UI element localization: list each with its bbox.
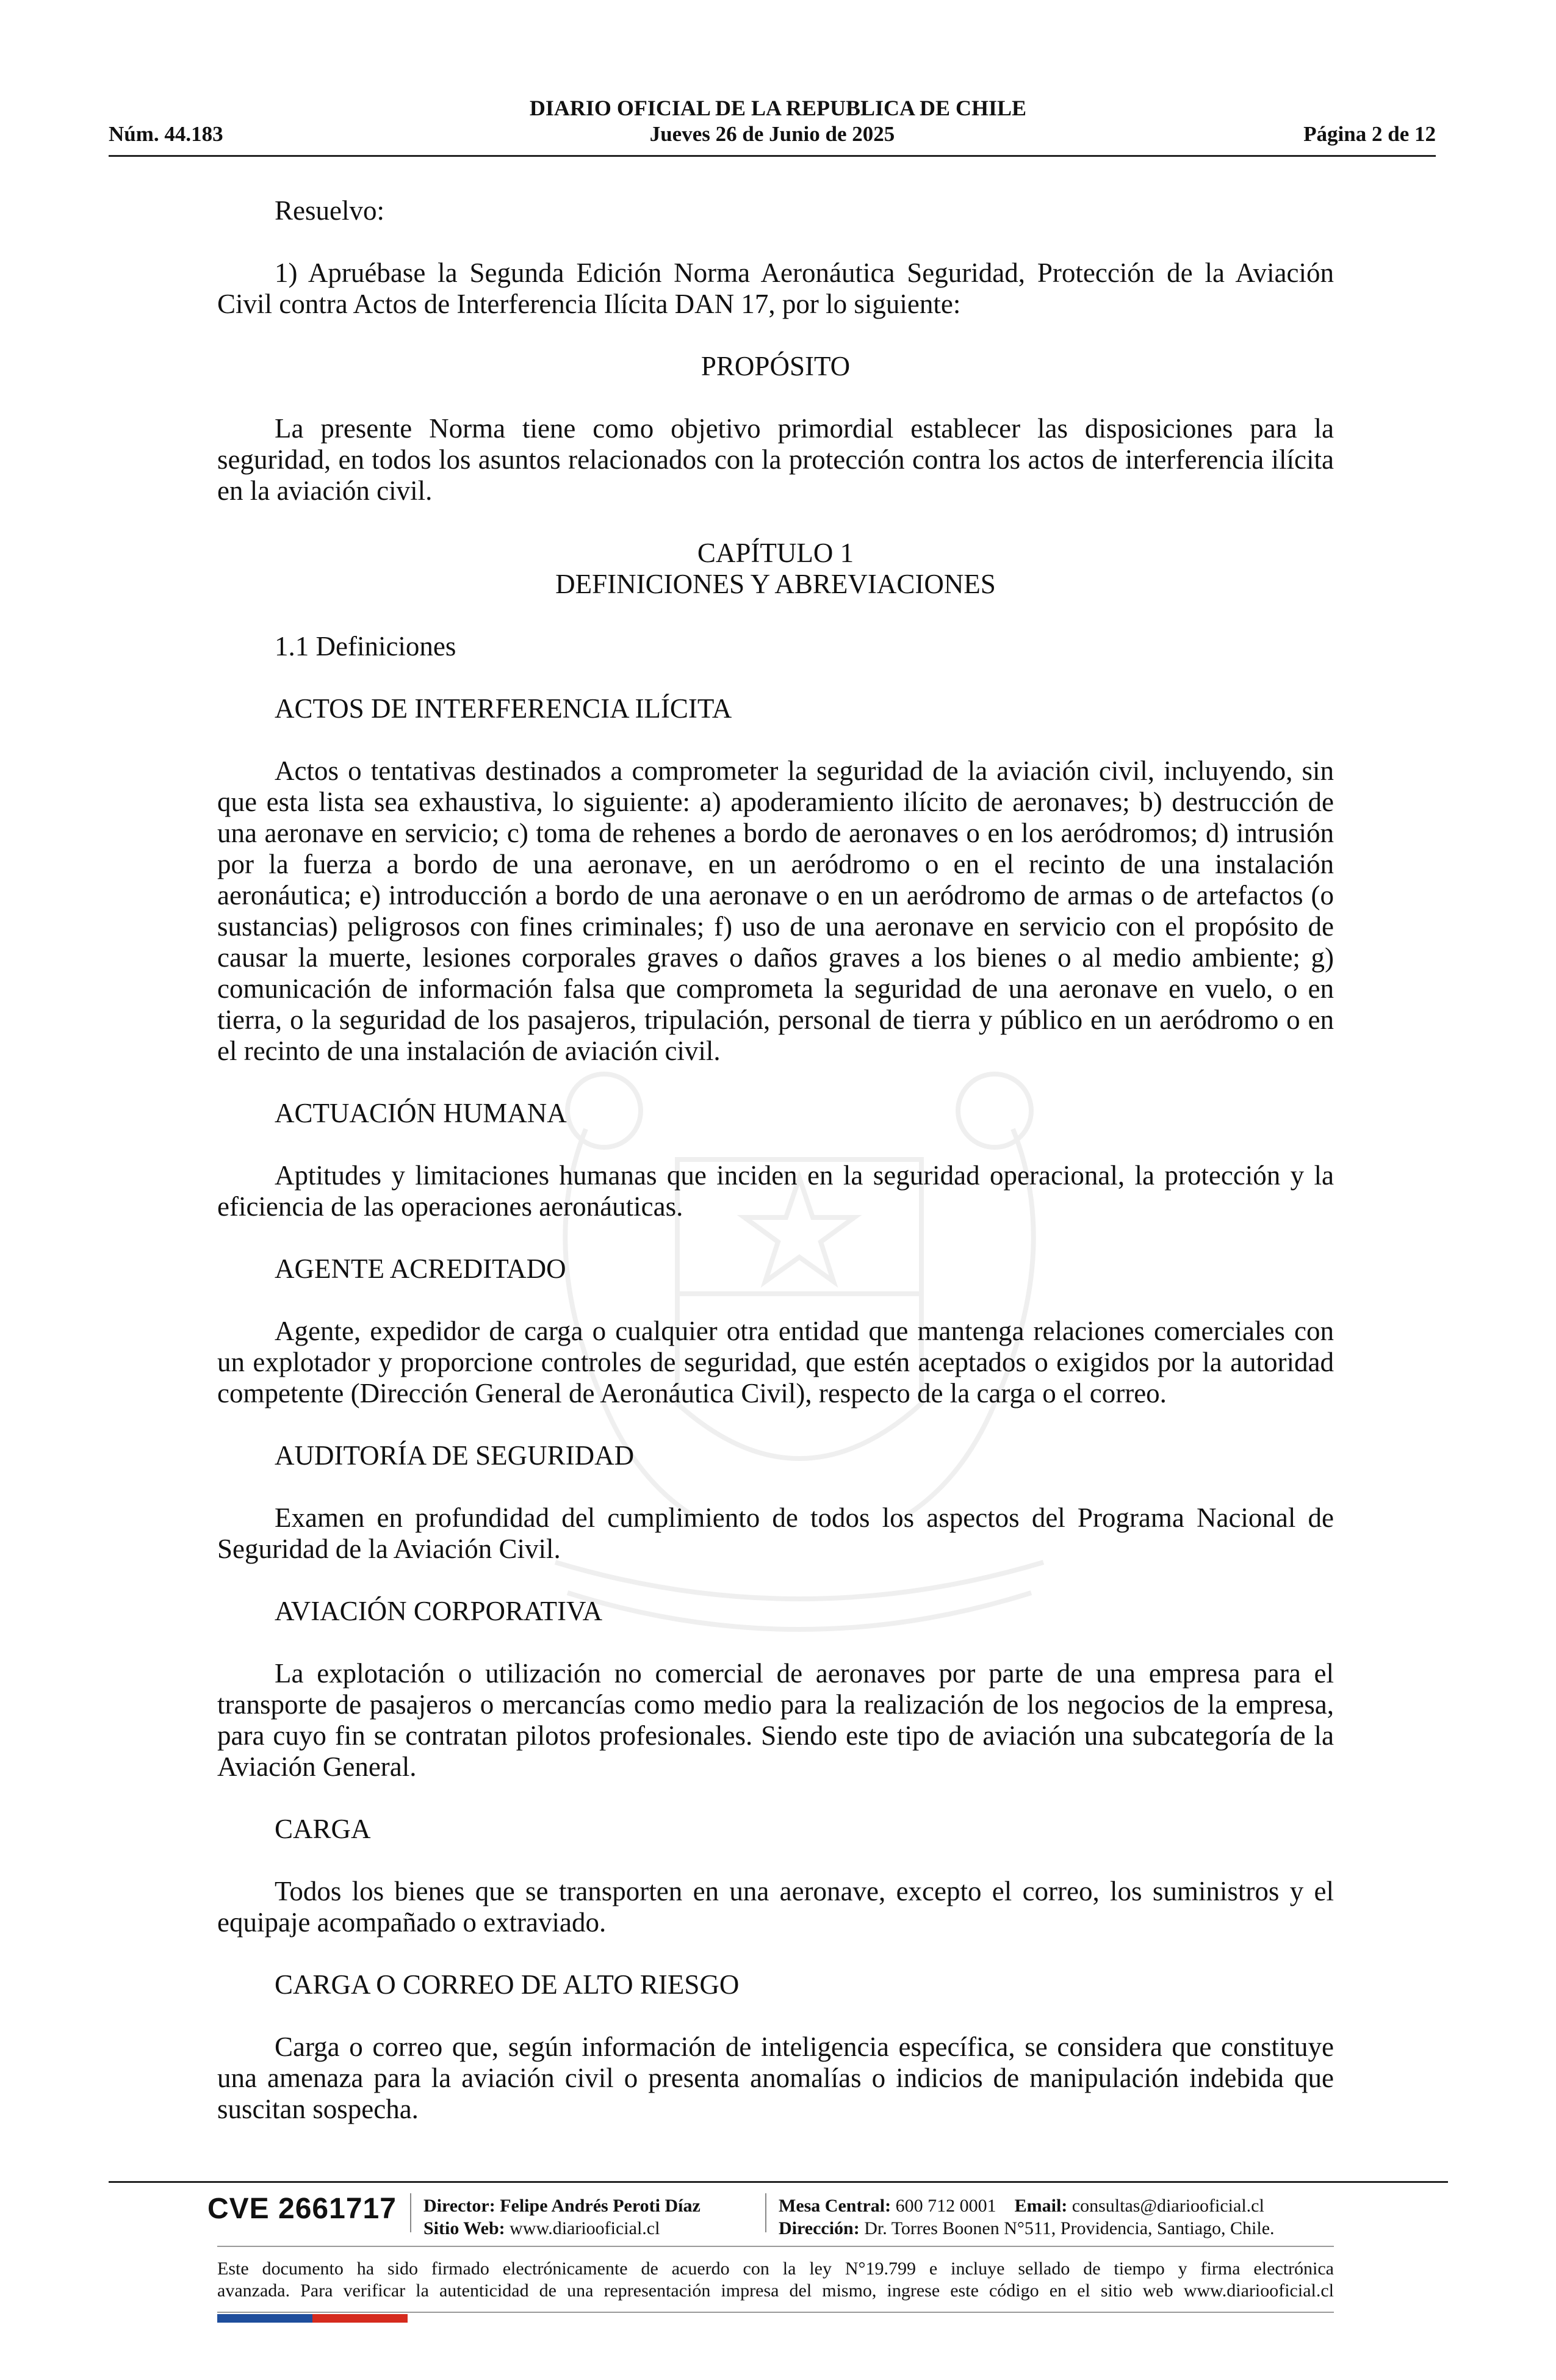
- page-indicator: Página 2 de 12: [1303, 122, 1436, 146]
- definition-text: Agente, expedidor de carga o cualquier otra entidad que mantenga relaciones comerciales con un explotador y proporcione controles de seguridad, que estén aceptados o exigidos por la autoridad competente (Dirección General de Aeronáutica Civil), respecto de la carga o el correo.: [217, 1316, 1334, 1408]
- header-divider: [109, 155, 1436, 157]
- phone-label: Mesa Central:: [779, 2196, 891, 2216]
- definition-term: AGENTE ACREDITADO: [275, 1253, 566, 1284]
- resuelvo-label: Resuelvo:: [275, 195, 384, 226]
- flag-stripe: [217, 2314, 408, 2323]
- director-name: Felipe Andrés Peroti Díaz: [500, 2196, 701, 2216]
- definition-text: Aptitudes y limitaciones humanas que inciden en la seguridad operacional, la protección y la eficiencia de las operaciones aeronáuticas.: [217, 1160, 1334, 1222]
- footer-divider-top: [109, 2181, 1448, 2183]
- document-body: [217, 195, 1334, 2125]
- chapter-subheading: DEFINICIONES Y ABREVIACIONES: [555, 569, 996, 599]
- footer-separator: [765, 2193, 766, 2232]
- definition-text: La explotación o utilización no comercial de aeronaves por parte de una empresa para el transporte de pasajeros o mercancías como medio para la realización de los negocios de la empresa, para cuyo fin se contratan pilotos profesionales. Siendo este tipo de aviación una subcategoría de la Aviación General.: [217, 1658, 1334, 1782]
- footer-director-block: [423, 2194, 701, 2240]
- footer-contact-block: [779, 2194, 1275, 2240]
- phone-value: 600 712 0001: [895, 2196, 996, 2216]
- flag-stripe-red: [312, 2314, 408, 2323]
- definition-term: AVIACIÓN CORPORATIVA: [275, 1596, 603, 1626]
- email-link[interactable]: consultas@diariooficial.cl: [1072, 2196, 1264, 2216]
- footer-divider-middle: [217, 2246, 1334, 2247]
- purpose-paragraph: La presente Norma tiene como objetivo primordial establecer las disposiciones para la seguridad, en todos los asuntos relacionados con la protección contra los actos de interferencia ilícita en la aviación civil.: [217, 413, 1334, 506]
- cve-code: CVE 2661717: [207, 2193, 397, 2225]
- legal-notice-line: avanzada. Para verificar la autenticidad de una representación impresa del mismo, ingrese este código en el sitio web www.diariooficial.cl: [217, 2281, 1334, 2301]
- definition-term: CARGA: [275, 1814, 371, 1844]
- flag-stripe-blue: [217, 2314, 312, 2323]
- definition-term: AUDITORÍA DE SEGURIDAD: [275, 1440, 635, 1471]
- purpose-heading: PROPÓSITO: [701, 351, 851, 381]
- section-heading: 1.1 Definiciones: [275, 631, 456, 662]
- definition-text: Examen en profundidad del cumplimiento de todos los aspectos del Programa Nacional de Seguridad de la Aviación Civil.: [217, 1502, 1334, 1564]
- definition-text: Carga o correo que, según información de inteligencia específica, se considera que constituye una amenaza para la aviación civil o presenta anomalías o indicios de manipulación indebida que suscitan sospecha.: [217, 2032, 1334, 2124]
- chapter-heading: CAPÍTULO 1: [697, 538, 854, 568]
- legal-notice-line: Este documento ha sido firmado electrónicamente de acuerdo con la ley N°19.799 e incluye sellado de tiempo y firma electrónica: [217, 2259, 1334, 2279]
- website-label: Sitio Web:: [423, 2218, 505, 2238]
- footer-separator: [410, 2193, 411, 2232]
- email-label: Email:: [1014, 2196, 1068, 2216]
- website-link[interactable]: www.diariooficial.cl: [510, 2218, 660, 2238]
- header-row: [109, 122, 1436, 149]
- issue-number: Núm. 44.183: [109, 122, 223, 146]
- definition-term: ACTOS DE INTERFERENCIA ILÍCITA: [275, 693, 732, 724]
- definition-term: CARGA O CORREO DE ALTO RIESGO: [275, 1969, 740, 2000]
- issue-date: Jueves 26 de Junio de 2025: [649, 122, 895, 146]
- address-label: Dirección:: [779, 2218, 860, 2238]
- newspaper-title: DIARIO OFICIAL DE LA REPUBLICA DE CHILE: [529, 96, 1027, 120]
- resolution-item-1: 1) Apruébase la Segunda Edición Norma Aeronáutica Seguridad, Protección de la Aviación Civil contra Actos de Interferencia Ilícita DAN 17, por lo siguiente:: [217, 258, 1334, 319]
- definition-text: Todos los bienes que se transporten en una aeronave, excepto el correo, los suministros y el equipaje acompañado o extraviado.: [217, 1876, 1334, 1938]
- definition-text: Actos o tentativas destinados a comprometer la seguridad de la aviación civil, incluyendo, sin que esta lista sea exhaustiva, lo siguiente: a) apoderamiento ilícito de aeronaves; b) destrucción de una aeronave en servicio; c) toma de rehenes a bordo de aeronaves o en los aeródromos; d) intrusión por la fuerza a bordo de una aeronave, en un aeródromo o en el recinto de una instalación aeronáutica; e) introducción a bordo de una aeronave o en un aeródromo de armas o de artefactos (o sustancias) peligrosos con fines criminales; f) uso de una aeronave en servicio con el propósito de causar la muerte, lesiones corporales graves o daños graves a los bienes o al medio ambiente; g) comunicación de información falsa que comprometa la seguridad de una aeronave en vuelo, o en tierra, o la seguridad de los pasajeros, tripulación, personal de tierra y público en un aeródromo o en el recinto de una instalación de aviación civil.: [217, 755, 1334, 1066]
- director-label: Director:: [423, 2196, 495, 2216]
- address-value: Dr. Torres Boonen N°511, Providencia, Santiago, Chile.: [864, 2218, 1275, 2238]
- footer-divider-bottom: [217, 2312, 1334, 2313]
- legal-notice: [217, 2258, 1334, 2302]
- definition-term: ACTUACIÓN HUMANA: [275, 1098, 567, 1128]
